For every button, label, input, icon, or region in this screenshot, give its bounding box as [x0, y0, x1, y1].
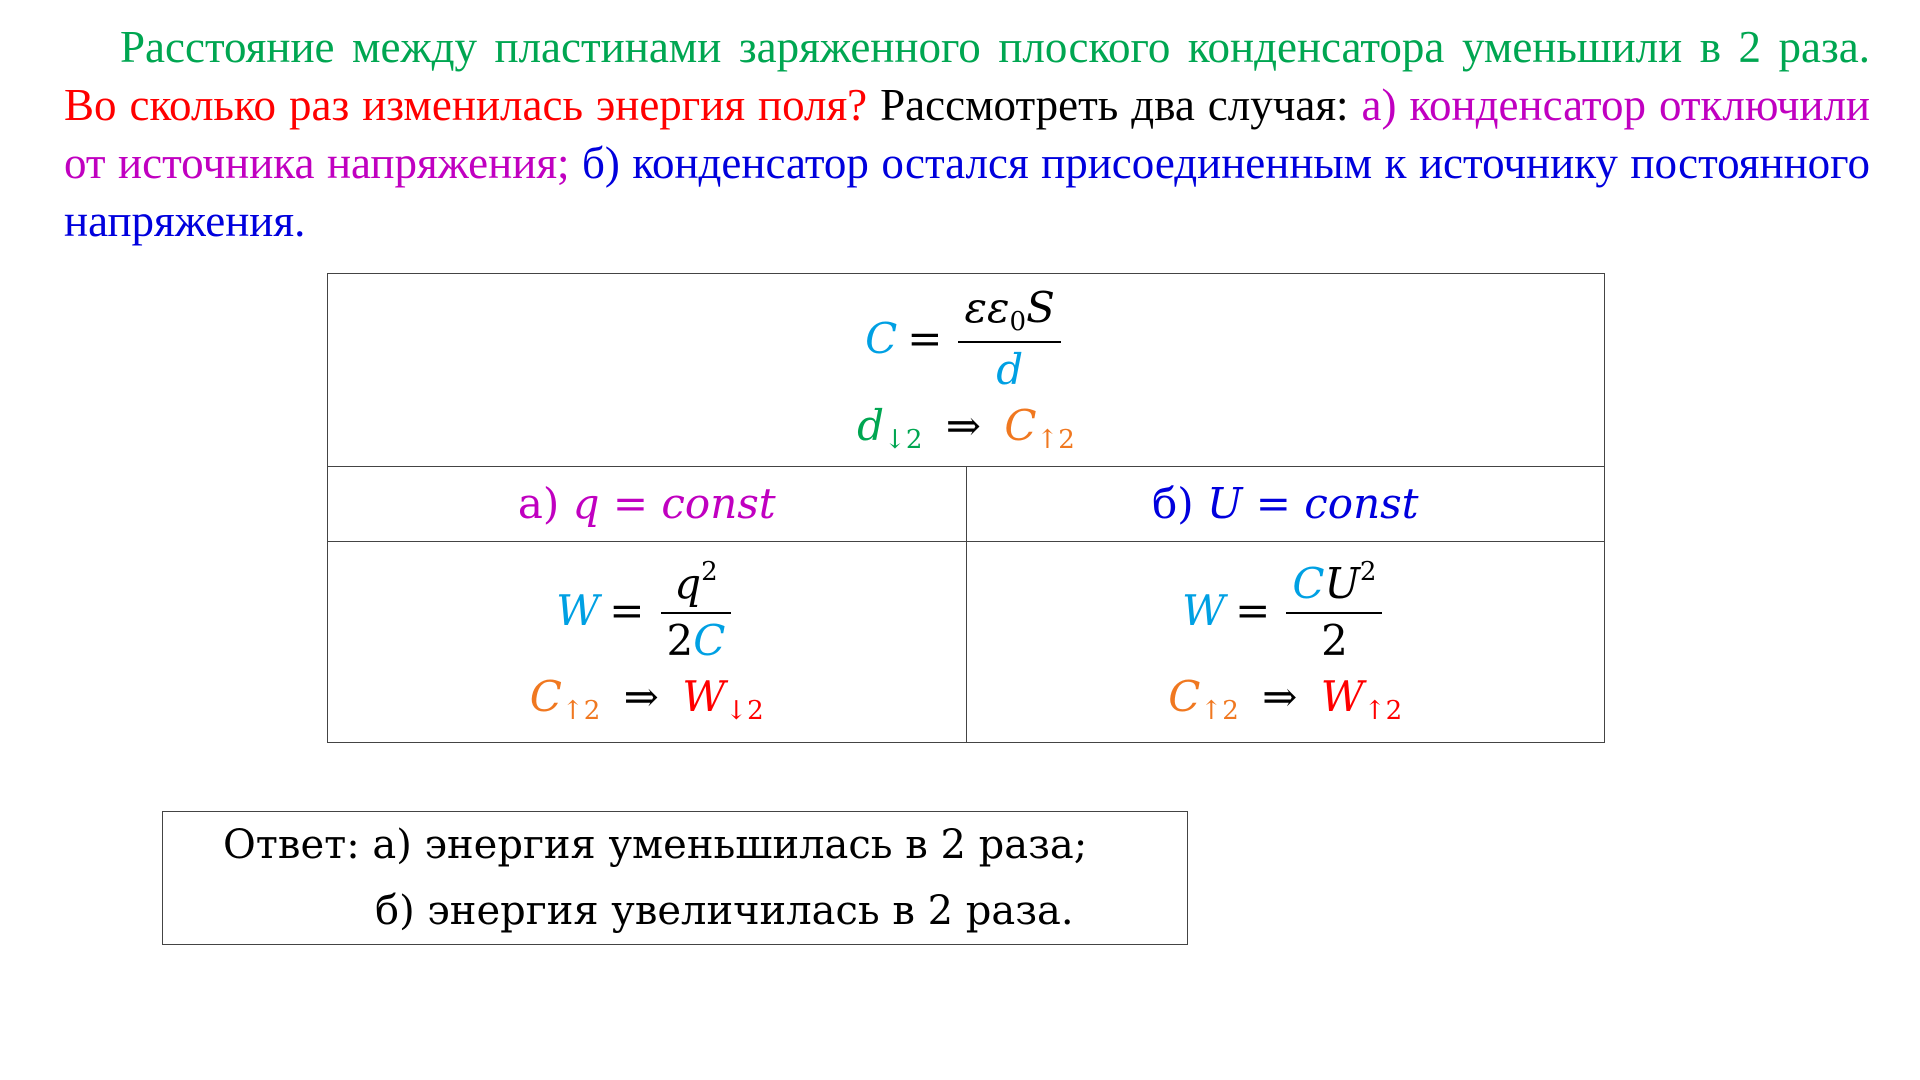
- case-a-energy-cell: [328, 542, 967, 743]
- impl-c: $C_{↑2}$: [1004, 401, 1075, 455]
- case-b-numerator: $CU^2$: [1292, 557, 1377, 609]
- case-a-condition: q = const: [572, 478, 776, 528]
- case-b-lhs: W: [1182, 586, 1226, 636]
- equals-sign: =: [1235, 586, 1271, 636]
- energy-row: [328, 542, 1605, 743]
- case-a-impl-w: $W_{↓2}$: [682, 672, 764, 726]
- case-a-fraction: [661, 558, 732, 664]
- case-b-formula: [967, 558, 1605, 664]
- implies-arrow: ⇒: [623, 672, 659, 722]
- capacity-formula: [328, 285, 1604, 393]
- impl-d: $d_{↓2}$: [857, 401, 923, 455]
- case-b-implication: [967, 674, 1605, 725]
- case-a-lhs: W: [556, 586, 600, 636]
- capacity-numerator: $\varepsilon\varepsilon_0S$: [964, 283, 1055, 338]
- case-a-implication: [328, 674, 966, 725]
- problem-question: Во сколько раз изменилась энергия поля?: [64, 80, 868, 130]
- capacity-denominator: d: [958, 341, 1060, 393]
- capacity-fraction: [958, 285, 1060, 393]
- problem-statement: [64, 18, 1870, 250]
- capacity-row: [328, 274, 1605, 467]
- case-b-fraction: [1286, 558, 1382, 664]
- capacity-cell: [328, 274, 1605, 467]
- answer-box: [162, 811, 1188, 945]
- implies-arrow: ⇒: [1262, 672, 1298, 722]
- cases-row: [328, 467, 1605, 542]
- problem-instruction: Рассмотреть два случая:: [880, 80, 1349, 130]
- case-a-numerator: $q^2$: [674, 557, 718, 609]
- answer-line-b: б) энергия увеличилась в 2 раза.: [375, 888, 1074, 934]
- case-b-denominator: 2: [1286, 612, 1382, 664]
- case-a-denominator: 2C: [661, 612, 732, 664]
- problem-case-a: а) конденсатор отключили от источника напряжения;: [64, 80, 1871, 188]
- solution-table: [327, 273, 1605, 743]
- implies-arrow: ⇒: [945, 401, 981, 451]
- case-a-header: а) q = const: [328, 467, 967, 542]
- case-b-impl-c: $C_{↑2}$: [1168, 672, 1239, 726]
- case-a-formula: [328, 558, 966, 664]
- case-b-energy-cell: [966, 542, 1605, 743]
- capacity-implication: [328, 403, 1604, 454]
- problem-case-b: б) конденсатор остался присоединенным к источнику постоянного напряжения.: [64, 138, 1870, 246]
- problem-condition: Расстояние между пластинами заряженного плоского конденсатора уменьшили в 2 раза.: [120, 22, 1870, 72]
- equals-sign: =: [609, 586, 645, 636]
- capacity-lhs: C: [865, 314, 898, 364]
- equals-sign: =: [907, 314, 943, 364]
- case-a-impl-c: $C_{↑2}$: [529, 672, 601, 726]
- case-b-condition: U = const: [1206, 478, 1419, 528]
- answer-line-a: Ответ: а) энергия уменьшилась в 2 раза;: [223, 822, 1088, 868]
- case-b-impl-w: $W_{↑2}$: [1320, 672, 1403, 726]
- case-b-header: б) U = const: [966, 467, 1605, 542]
